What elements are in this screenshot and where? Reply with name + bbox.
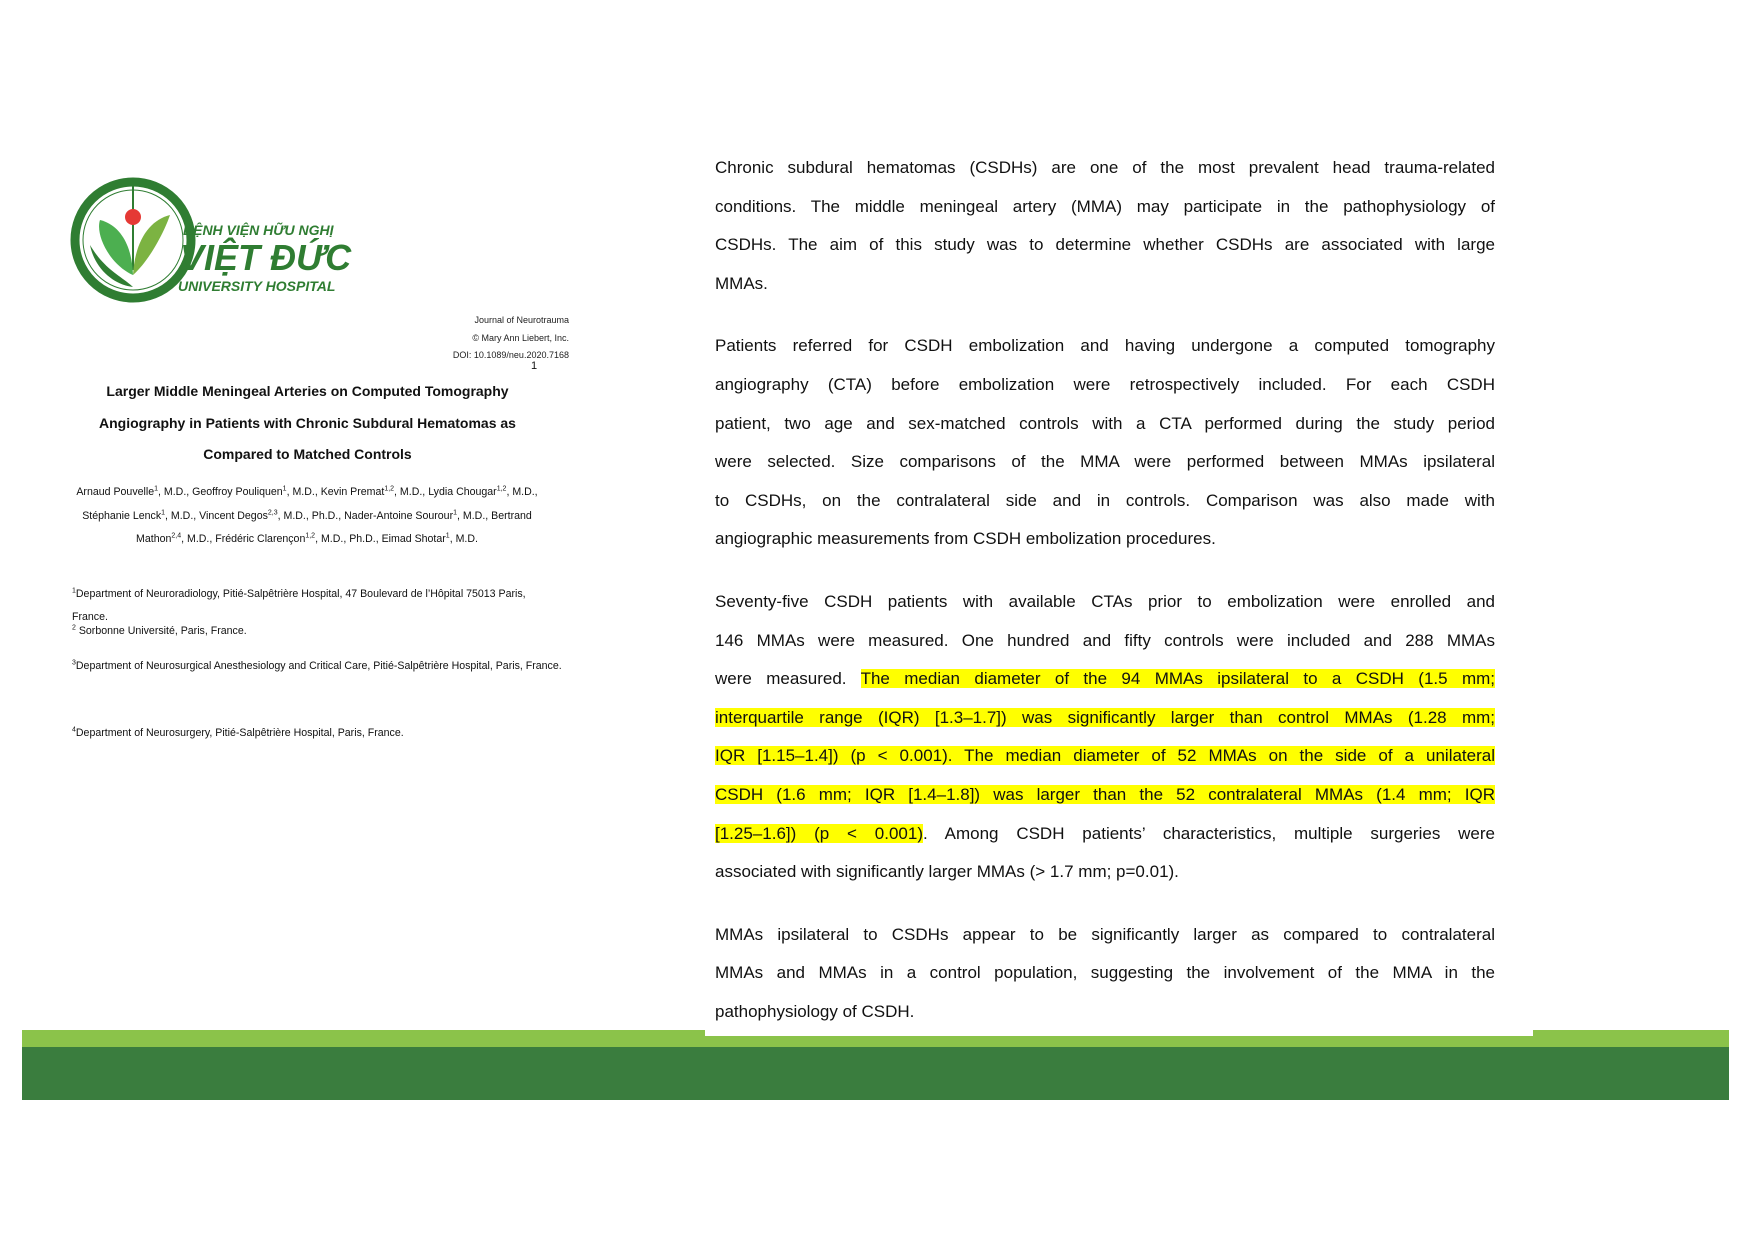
author-affiliation-number: 1,2 [384,485,395,493]
abstract-paragraph [715,916,1495,1032]
author-name: Nader-Antoine Sourour [344,509,454,522]
affiliation-text: Sorbonne Université, Paris, France. [75,625,247,637]
logo-line3: UNIVERSITY HOSPITAL [178,278,336,294]
author-affiliation-number: 2,3 [267,508,278,516]
text-segment: . Among CSDH patients’ characteristics, multiple surgeries were [923,823,1496,843]
affiliation [72,722,562,745]
author-affiliation-number: 2,4 [171,532,182,540]
journal-doi: DOI: 10.1089/neu.2020.7168 [452,350,569,360]
author-degree: , M.D., [394,486,429,498]
title-line: Compared to Matched Controls [203,446,412,462]
text-line [715,993,1495,1032]
text-line [715,405,1495,444]
page-number: 1 [531,360,538,372]
text-line [715,482,1495,521]
journal-info [453,312,569,365]
text-segment: Seventy-five CSDH patients with available CTAs prior to embolization were enrolled and [715,591,1495,611]
abstract [715,149,1495,1055]
text-segment: angiographic measurements from CSDH embolization procedures. [715,529,1216,549]
author-name: Frédéric Clarençon [215,533,306,545]
text-segment: associated with significantly larger MMAs (> 1.7 mm; p=0.01). [715,862,1179,882]
affiliation [72,620,562,643]
text-segment: Chronic subdural hematomas (CSDHs) are one of the most prevalent head trauma-related [715,158,1495,177]
text-line [715,226,1495,265]
author-name: Vincent Degos [199,509,268,522]
author-name: Kevin Premat [320,486,385,498]
footer-band-dark [22,1047,1729,1100]
text-segment: MMAs. [715,273,768,293]
author-affiliation-number: 1 [445,532,450,540]
text-segment: MMAs and MMAs in a control population, suggesting the involvement of the MMA in the [715,963,1495,983]
author-name: Geoffroy Pouliquen [192,486,283,498]
author-degree: , M.D., [181,533,216,545]
highlighted-text: IQR [1.15–1.4]) (p < 0.001). The median diameter of 52 MMAs on the side of a unilateral [715,746,1495,766]
highlighted-text: interquartile range (IQR) [1.3–1.7]) was significantly larger than control MMAs (1.28 mm; [715,707,1495,727]
author-name: Bertrand Mathon [136,509,532,545]
text-line [715,737,1495,776]
text-line [715,815,1495,854]
logo-line2: VIỆT ĐỨC [180,237,352,278]
author-degree: , M.D., [457,509,492,522]
author-name: Lydia Chougar [428,486,497,498]
title-line: Angiography in Patients with Chronic Subdural Hematomas as [99,414,516,431]
logo-line1: BỆNH VIỆN HỮU NGHỊ [183,222,334,238]
affiliation-number: 3 [72,659,76,667]
author-affiliation-number: 1 [154,485,159,493]
affiliation-number: 4 [72,726,76,734]
text-segment: CSDHs. The aim of this study was to determine whether CSDHs are associated with large [715,235,1495,255]
highlighted-text: CSDH (1.6 mm; IQR [1.4–1.8]) was larger than the 52 contralateral MMAs (1.4 mm; IQR [715,784,1495,804]
title-line: Larger Middle Meningeal Arteries on Computed Tomography [106,383,509,399]
text-line [715,660,1495,699]
text-line [715,149,1495,188]
author-affiliation-number: 1,2 [496,485,507,493]
text-line [715,443,1495,482]
author-degree: , M.D., [165,509,200,522]
highlighted-text: The median diameter of the 94 MMAs ipsilateral to a CSDH (1.5 mm; [860,669,1495,689]
text-line [715,188,1495,227]
abstract-paragraph [715,149,1495,303]
text-line [715,853,1495,892]
author-degree: , M.D., Ph.D., [277,509,345,522]
text-segment: patient, two age and sex-matched controls with a CTA performed during the study period [715,413,1495,433]
affiliation-text: Department of Neurosurgical Anesthesiology and Critical Care, Pitié-Salpêtrière Hospital, Paris, France. [75,660,562,672]
author-degree: , M.D., Ph.D., [315,533,382,545]
text-line [715,583,1495,622]
text-line [715,776,1495,815]
affiliation [72,655,562,678]
text-line [715,265,1495,304]
text-line [715,954,1495,993]
affiliation-number: 2 [72,624,76,632]
author-name: Arnaud Pouvelle [76,486,155,498]
author-name: Eimad Shotar [381,533,446,545]
text-segment: 146 MMAs were measured. One hundred and fifty controls were included and 288 MMAs [715,630,1495,650]
journal-name: Journal of Neurotrauma [474,315,569,325]
affiliation-text: Department of Neuroradiology, Pitié-Salpêtrière Hospital, 47 Boulevard de l’Hôpital 75013 Paris, France. [72,588,526,623]
text-segment: Patients referred for CSDH embolization and having undergone a computed tomography [715,336,1495,356]
abstract-paragraph [715,327,1495,559]
author-name: Stéphanie Lenck [82,509,162,522]
author-affiliation-number: 1 [453,508,458,516]
text-segment: to CSDHs, on the contralateral side and in controls. Comparison was also made with [715,490,1495,510]
abstract-paragraph [715,583,1495,892]
text-segment: were measured. [715,669,861,689]
text-line [715,699,1495,738]
author-degree: , M.D., [158,486,193,498]
footer-white-tab [705,1028,1533,1036]
text-line [715,916,1495,955]
text-line [715,327,1495,366]
author-affiliation-number: 1 [282,485,287,493]
hospital-logo [70,175,370,305]
paper-title [60,376,555,471]
text-segment: MMAs ipsilateral to CSDHs appear to be significantly larger as compared to contralateral [715,924,1495,944]
text-segment: conditions. The middle meningeal artery (MMA) may participate in the pathophysiology of [715,196,1495,216]
author-degree: , M.D. [449,533,478,545]
text-line [715,520,1495,559]
author-list [62,481,552,552]
text-segment: pathophysiology of CSDH. [715,1001,915,1021]
journal-copyright: © Mary Ann Liebert, Inc. [472,332,569,343]
author-affiliation-number: 1,2 [305,532,316,540]
author-affiliation-number: 1 [161,508,166,516]
text-line [715,366,1495,405]
affiliation-number: 1 [72,587,76,595]
text-segment: were selected. Size comparisons of the MMA were performed between MMAs ipsilateral [715,452,1495,472]
author-degree: , M.D., [286,486,321,498]
affiliation-text: Department of Neurosurgery, Pitié-Salpêtrière Hospital, Paris, France. [75,727,404,739]
author-degree: , M.D., [506,486,538,498]
highlighted-text: [1.25–1.6]) (p < 0.001) [715,823,924,843]
text-segment: angiography (CTA) before embolization were retrospectively included. For each CSDH [715,374,1495,394]
text-line [715,622,1495,661]
